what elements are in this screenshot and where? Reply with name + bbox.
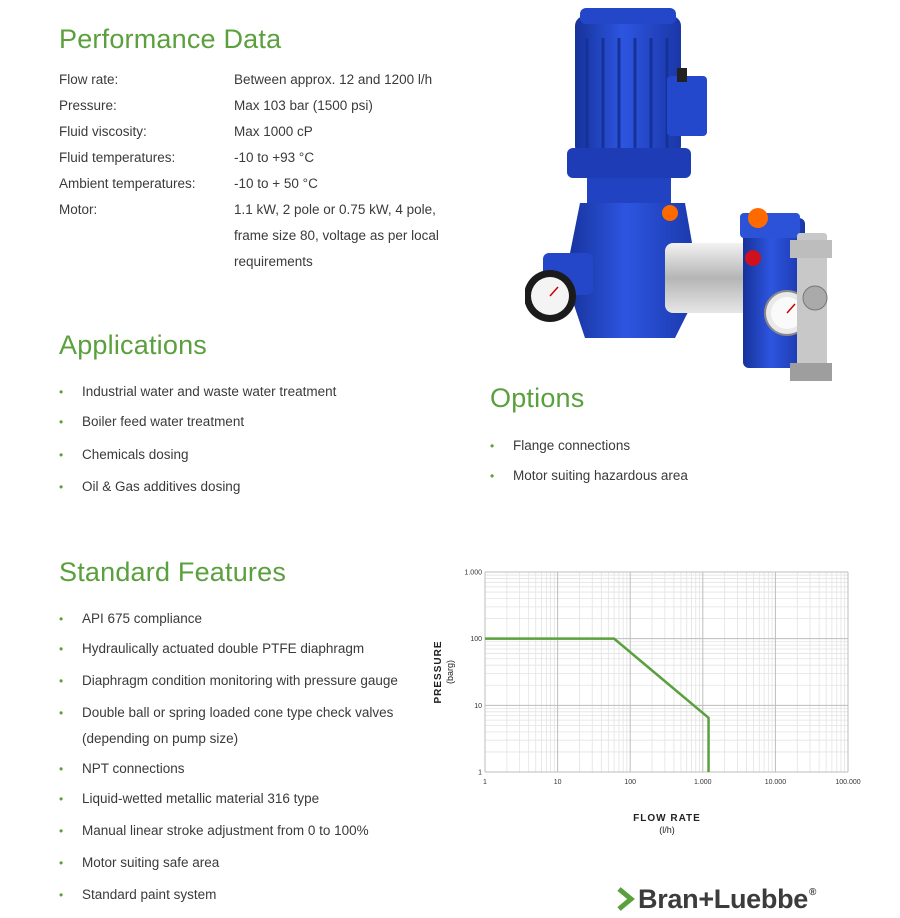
bullet-icon: • (59, 415, 64, 429)
bullet-icon: • (59, 480, 64, 494)
bullet-icon: • (59, 448, 64, 462)
x-tick-label: 100 (624, 779, 637, 786)
applications-title: Applications (59, 330, 207, 360)
list-item (490, 463, 870, 489)
bullet-icon: • (59, 762, 64, 776)
performance-value: -10 to + 50 °C (234, 176, 318, 191)
y-tick-label: 1 (478, 769, 482, 777)
bullet-icon: • (59, 674, 64, 688)
performance-label: Motor: (59, 202, 98, 217)
performance-title: Performance Data (59, 24, 282, 54)
list-item (59, 606, 429, 632)
options-list (490, 433, 870, 489)
list-item-text: Liquid-wetted metallic material 316 type (82, 791, 320, 806)
list-item-text: Standard paint system (82, 887, 217, 902)
list-item (59, 882, 429, 908)
x-tick-label: 100.000 (835, 779, 861, 786)
y-axis-unit: (barg) (445, 659, 455, 685)
features-list (59, 606, 429, 908)
performance-row (59, 145, 479, 171)
list-item-text: Flange connections (513, 438, 631, 453)
logo-registered: ® (809, 887, 817, 898)
bran-luebbe-logo (617, 884, 816, 914)
performance-row (59, 119, 479, 145)
list-item (59, 409, 439, 435)
chevron-logo-icon (617, 887, 635, 911)
y-axis-title: PRESSURE (433, 640, 444, 704)
list-item-text: Industrial water and waste water treatment (82, 384, 337, 399)
bullet-icon: • (59, 706, 64, 720)
bullet-icon: • (59, 642, 64, 656)
x-tick-label: 10.000 (764, 779, 787, 786)
bullet-icon: • (59, 792, 64, 806)
x-axis-title: FLOW RATE (633, 813, 701, 824)
logo-text: Bran+Luebbe (638, 883, 808, 914)
x-tick-label: 1 (483, 779, 487, 786)
y-tick-label: 100 (470, 636, 482, 644)
x-tick-label: 10 (553, 779, 562, 786)
list-item (59, 850, 429, 876)
performance-label: Fluid viscosity: (59, 124, 147, 139)
bullet-icon: • (490, 469, 495, 483)
performance-table (59, 67, 479, 275)
list-item-text: Motor suiting safe area (82, 855, 220, 870)
performance-value: Max 1000 cP (234, 124, 313, 139)
list-item-text: Motor suiting hazardous area (513, 468, 688, 483)
performance-value: Between approx. 12 and 1200 l/h (234, 72, 433, 87)
x-tick-label: 1.000 (694, 779, 712, 786)
list-item (59, 700, 429, 752)
performance-label: Fluid temperatures: (59, 150, 176, 165)
y-tick-label: 10 (474, 702, 482, 710)
pump-image (525, 8, 845, 388)
performance-row (59, 197, 479, 275)
performance-label: Flow rate: (59, 72, 119, 87)
list-item (59, 668, 429, 694)
applications-list (59, 379, 439, 500)
performance-value: 1.1 kW, 2 pole or 0.75 kW, 4 pole, frame size 80, voltage as per local requirements (234, 202, 439, 269)
performance-row (59, 171, 479, 197)
performance-row (59, 67, 479, 93)
features-title: Standard Features (59, 557, 287, 587)
bullet-icon: • (59, 824, 64, 838)
bullet-icon: • (59, 888, 64, 902)
y-tick-label: 1.000 (464, 569, 482, 577)
list-item (59, 786, 429, 812)
list-item (59, 636, 429, 662)
bullet-icon: • (59, 385, 64, 399)
list-item (59, 442, 439, 468)
bullet-icon: • (59, 612, 64, 626)
list-item-text: Manual linear stroke adjustment from 0 to 100% (82, 823, 369, 838)
list-item-text: Chemicals dosing (82, 447, 189, 462)
performance-value: -10 to +93 °C (234, 150, 315, 165)
performance-value: Max 103 bar (1500 psi) (234, 98, 373, 113)
bullet-icon: • (490, 439, 495, 453)
options-title: Options (490, 383, 585, 413)
performance-label: Ambient temperatures: (59, 176, 196, 191)
pressure-flow-chart (425, 562, 875, 847)
performance-row (59, 93, 479, 119)
bullet-icon: • (59, 856, 64, 870)
list-item (59, 756, 429, 782)
list-item-text: API 675 compliance (82, 611, 203, 626)
list-item-text: NPT connections (82, 761, 185, 776)
list-item-text: Boiler feed water treatment (82, 414, 245, 429)
list-item (59, 474, 439, 500)
list-item (490, 433, 870, 459)
list-item (59, 379, 439, 405)
performance-label: Pressure: (59, 98, 117, 113)
list-item-text: Hydraulically actuated double PTFE diaphragm (82, 641, 365, 656)
list-item-text: Oil & Gas additives dosing (82, 479, 241, 494)
list-item (59, 818, 429, 844)
list-item-text: Double ball or spring loaded cone type check valves (depending on pump size) (82, 705, 394, 746)
x-axis-unit: (l/h) (659, 825, 675, 835)
list-item-text: Diaphragm condition monitoring with pressure gauge (82, 673, 398, 688)
